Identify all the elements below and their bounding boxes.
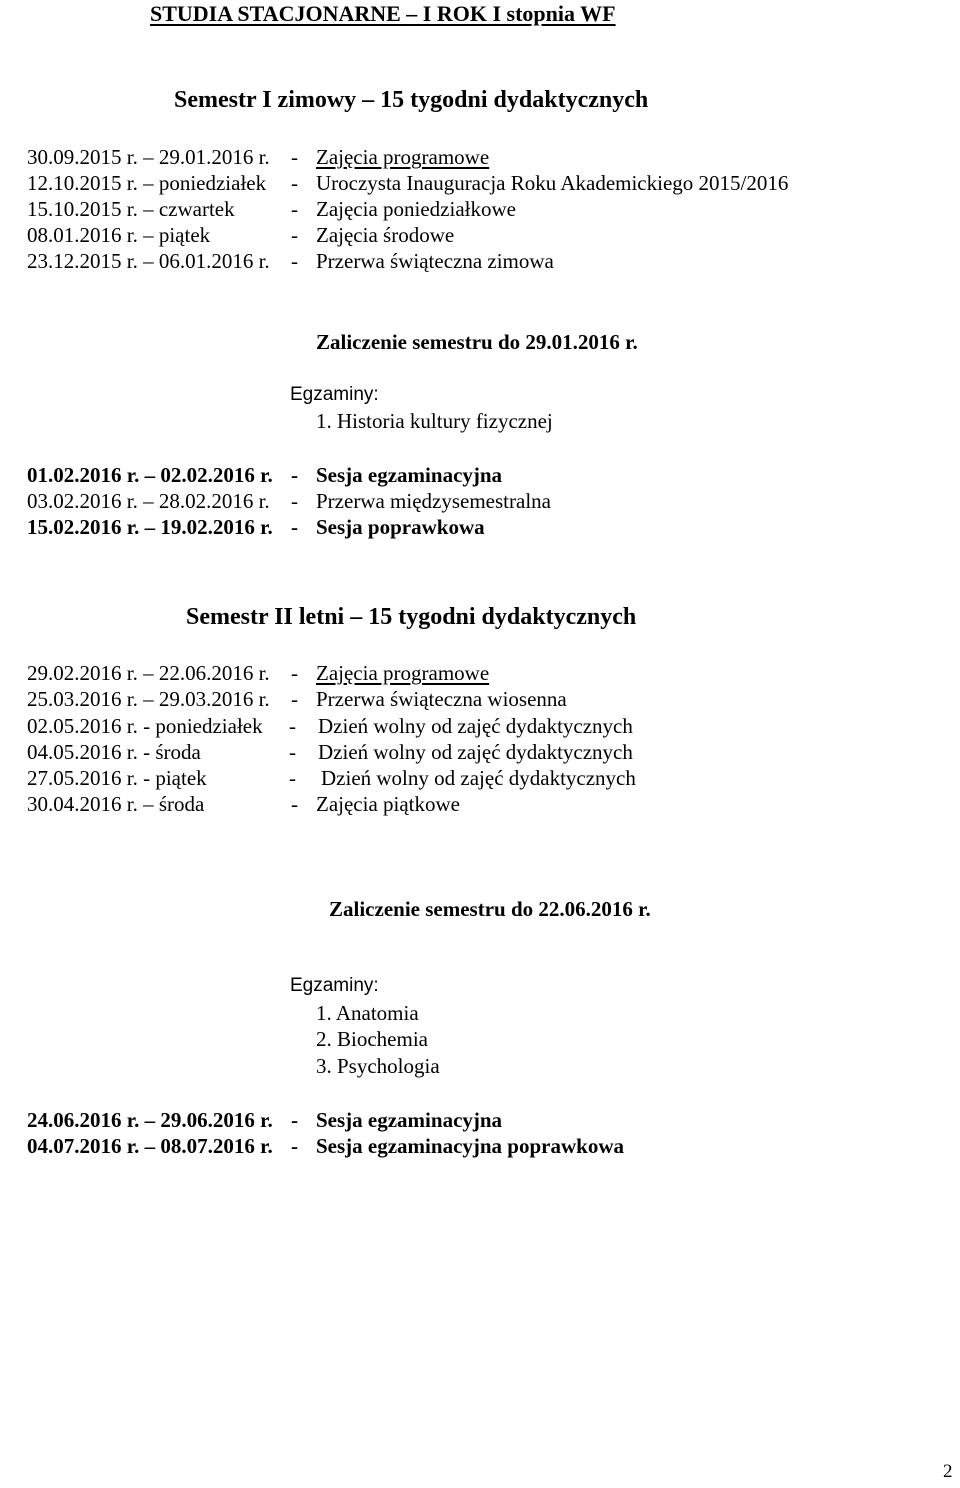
semester-2-zaliczenie: Zaliczenie semestru do 22.06.2016 r. xyxy=(329,897,651,921)
schedule-date: 30.04.2016 r. – środa xyxy=(27,792,205,816)
schedule-desc: Dzień wolny od zajęć dydaktycznych xyxy=(318,714,633,738)
schedule-date: 23.12.2015 r. – 06.01.2016 r. xyxy=(27,249,270,273)
schedule-dash: - xyxy=(291,661,298,685)
schedule-desc: Przerwa świąteczna zimowa xyxy=(316,249,554,273)
session-dash: - xyxy=(291,489,298,513)
schedule-desc: Dzień wolny od zajęć dydaktycznych xyxy=(318,740,633,764)
schedule-desc: Zajęcia poniedziałkowe xyxy=(316,197,516,221)
semester-1-heading: Semestr I zimowy – 15 tygodni dydaktycznych xyxy=(174,87,649,113)
session-date: 01.02.2016 r. – 02.02.2016 r. xyxy=(27,463,273,487)
schedule-dash: - xyxy=(289,714,296,738)
session-desc: Sesja egzaminacyjna xyxy=(316,463,503,487)
exam-item: 1. Anatomia xyxy=(316,1001,419,1025)
schedule-desc: Dzień wolny od zajęć dydaktycznych xyxy=(321,766,636,790)
schedule-dash: - xyxy=(291,249,298,273)
schedule-dash: - xyxy=(291,687,298,711)
schedule-desc: Zajęcia środowe xyxy=(316,223,455,247)
schedule-date: 30.09.2015 r. – 29.01.2016 r. xyxy=(27,145,270,169)
schedule-date: 27.05.2016 r. - piątek xyxy=(27,766,207,790)
semester-1-exams-label: Egzaminy: xyxy=(290,384,379,405)
schedule-desc: Przerwa świąteczna wiosenna xyxy=(316,687,567,711)
schedule-dash: - xyxy=(291,223,298,247)
session-date: 03.02.2016 r. – 28.02.2016 r. xyxy=(27,489,270,513)
exam-item: 2. Biochemia xyxy=(316,1027,428,1051)
schedule-date: 12.10.2015 r. – poniedziałek xyxy=(27,171,267,195)
semester-1-zaliczenie: Zaliczenie semestru do 29.01.2016 r. xyxy=(316,330,638,354)
session-dash: - xyxy=(291,1134,298,1158)
session-desc: Sesja egzaminacyjna poprawkowa xyxy=(316,1134,624,1158)
session-dash: - xyxy=(291,463,298,487)
session-date: 15.02.2016 r. – 19.02.2016 r. xyxy=(27,515,273,539)
schedule-dash: - xyxy=(289,740,296,764)
session-date: 24.06.2016 r. – 29.06.2016 r. xyxy=(27,1108,273,1132)
schedule-desc: Zajęcia programowe xyxy=(316,145,490,169)
schedule-date: 02.05.2016 r. - poniedziałek xyxy=(27,714,263,738)
schedule-desc: Uroczysta Inauguracja Roku Akademickiego 2015/2016 xyxy=(316,171,789,195)
schedule-date: 04.05.2016 r. - środa xyxy=(27,740,201,764)
schedule-date: 29.02.2016 r. – 22.06.2016 r. xyxy=(27,661,270,685)
schedule-dash: - xyxy=(291,145,298,169)
schedule-dash: - xyxy=(289,766,296,790)
session-dash: - xyxy=(291,1108,298,1132)
schedule-date: 15.10.2015 r. – czwartek xyxy=(27,197,235,221)
document-title: STUDIA STACJONARNE – I ROK I stopnia WF xyxy=(150,1,616,26)
session-desc: Przerwa międzysemestralna xyxy=(316,489,551,513)
schedule-desc: Zajęcia piątkowe xyxy=(316,792,461,816)
schedule-dash: - xyxy=(291,792,298,816)
schedule-date: 08.01.2016 r. – piątek xyxy=(27,223,211,247)
exam-item: 3. Psychologia xyxy=(316,1054,440,1078)
exam-item: 1. Historia kultury fizycznej xyxy=(316,409,553,433)
session-desc: Sesja egzaminacyjna xyxy=(316,1108,503,1132)
page-number: 2 xyxy=(943,1461,953,1482)
schedule-dash: - xyxy=(291,171,298,195)
session-desc: Sesja poprawkowa xyxy=(316,515,485,539)
semester-2-heading: Semestr II letni – 15 tygodni dydaktycznych xyxy=(186,604,637,630)
schedule-desc: Zajęcia programowe xyxy=(316,661,490,685)
schedule-date: 25.03.2016 r. – 29.03.2016 r. xyxy=(27,687,270,711)
session-date: 04.07.2016 r. – 08.07.2016 r. xyxy=(27,1134,273,1158)
session-dash: - xyxy=(291,515,298,539)
schedule-dash: - xyxy=(291,197,298,221)
semester-2-exams-label: Egzaminy: xyxy=(290,975,379,996)
